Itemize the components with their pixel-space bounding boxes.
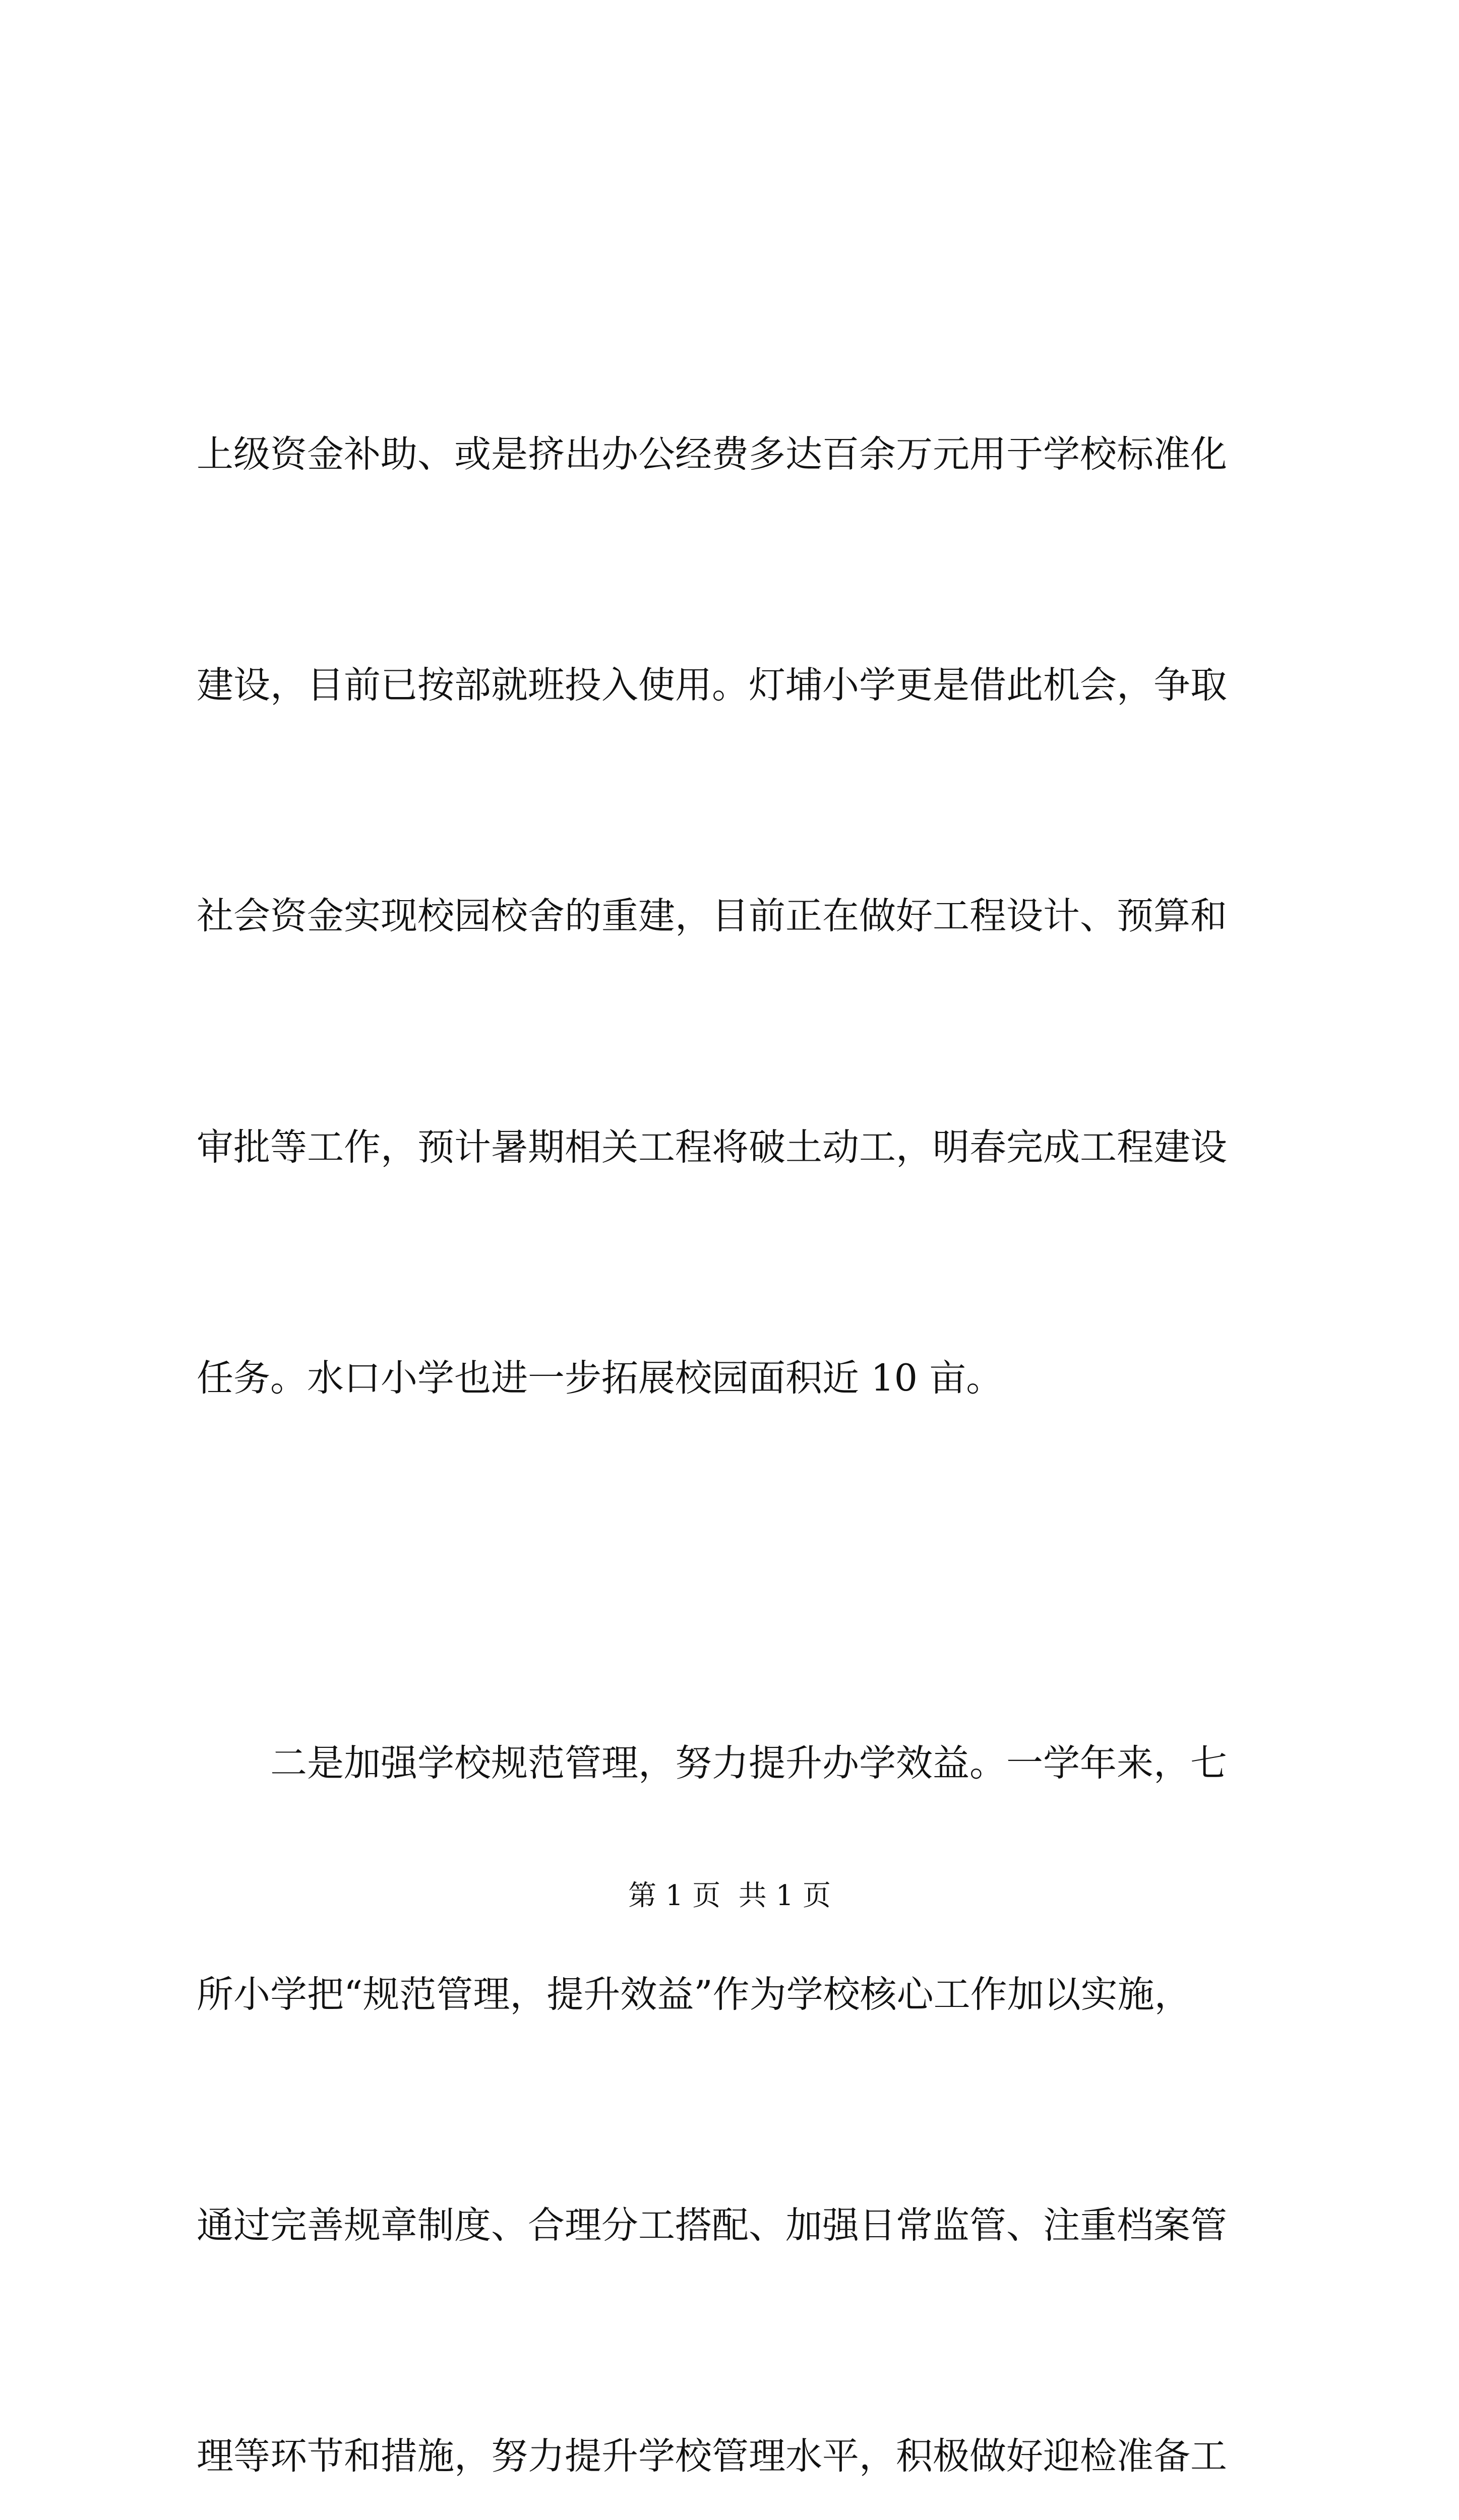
document-body xyxy=(197,262,1265,2520)
paragraph-management xyxy=(197,1571,1265,2520)
paragraph-continuation xyxy=(197,262,1265,1571)
text-line: 建设，目前已按部就班投入使用。灯埔小学更是借此机会，争取 xyxy=(197,663,1227,707)
text-line: 审批等工作，预计暑期相关工程将破土动工，明春完成工程建设 xyxy=(197,1125,1227,1169)
text-line: 上级资金补助、或是挤出办公经费多达百余万元用于学校标准化 xyxy=(197,432,1227,476)
text-line: 社会资金实现校园校舍的重建，目前正在做好工程设计、预算和 xyxy=(197,895,1227,938)
text-line: 通过完善规章制度、合理分工搭配、加强日常监管、注重档案管 xyxy=(197,2203,1227,2247)
text-line: 理等环节和措施，努力提升学校管理水平，积极做好迎检准备工 xyxy=(197,2435,1227,2478)
text-line: 任务。水口小学也进一步拓展校园面积近 10 亩。 xyxy=(197,1357,1003,1400)
page-footer: 第 1 页 共 1 页 xyxy=(628,1879,831,1912)
text-line: 所小学把“规范管理，提升效益”作为学校核心工作加以实施， xyxy=(197,1973,1191,2016)
text-line: 二是加强学校规范管理，努力提升办学效益。一学年来，七 xyxy=(270,1742,1227,1785)
